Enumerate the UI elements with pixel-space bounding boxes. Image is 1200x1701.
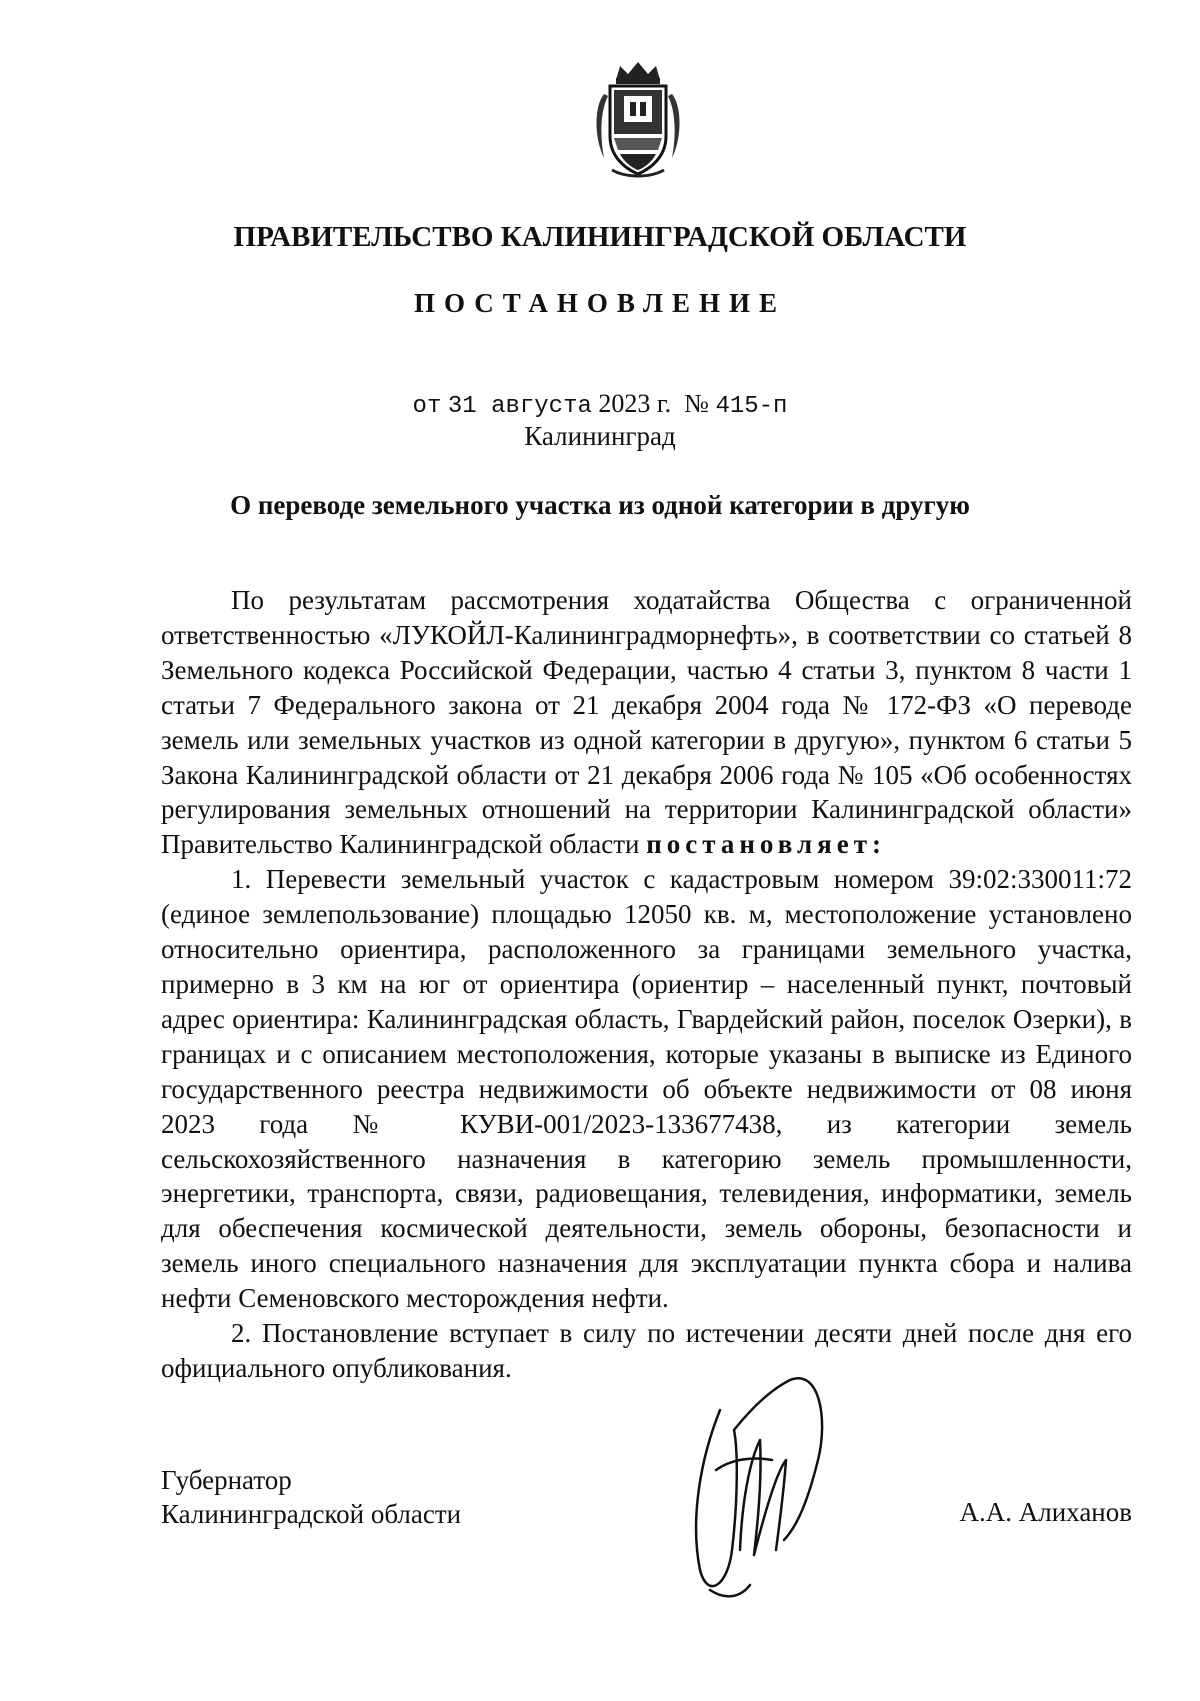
handwritten-signature — [680, 1350, 830, 1620]
item-1-paragraph: 1. Перевести земельный участок с кадастровым номером 39:02:330011:72 (единое землепользование) площадью 12050 кв. м, местоположение установлено относительно ориентира, расположенного за границами земельного участка, примерно в 3 км на юг от ориентира (ориентир – населенный пункт, почтовый адрес ориентира: Калининградская область, Гвардейский район, поселок Озерки), в границах и с описанием местоположения, которые указаны в выписке из Единого государственного реестра недвижимости об объекте недвижимости от 08 июня 2023 года № КУВИ-001/2023-133677438, из категории земель сельскохозяйственного назначения в категорию земель промышленности, энергетики, транспорта, связи, радиовещания, телевидения, информатики, земель для обеспечения космической деятельности, земель обороны, безопасности и земель иного специального назначения для эксплуатации пункта сбора и налива нефти Семеновского месторождения нефти. — [161, 864, 1132, 1314]
intro-paragraph — [161, 583, 1132, 862]
date-number-line — [0, 389, 1200, 420]
date-prefix: от — [412, 393, 442, 420]
position-line-2: Калининградской области — [161, 1499, 462, 1529]
coat-of-arms-icon — [590, 58, 686, 180]
date-day-month: 31 августа — [447, 393, 592, 420]
signatory-position — [161, 1463, 461, 1531]
intro-text: По результатам рассмотрения ходатайства Общества с ограниченной ответственностью «ЛУКОЙЛ-Калининградморнефть», в соответствии со статьей 8 Земельного кодекса Российской Федерации, частью 4 статьи 3, пунктом 8 части 1 статьи 7 Федерального закона от 21 декабря 2004 года № 172-ФЗ «О переводе земель или земельных участков из одной категории в другую», пунктом 6 статьи 5 Закона Калининградской области от 21 декабря 2006 года № 105 «Об особенностях регулирования земельных отношений на территории Калининградской области» Правительство Калининградской области — [161, 585, 1132, 860]
document-type: ПОСТАНОВЛЕНИЕ — [413, 288, 787, 318]
signatory-name: А.А. Алиханов — [959, 1497, 1132, 1527]
date-year: 2023 г. — [598, 389, 672, 418]
item-2-paragraph: 2. Постановление вступает в силу по истечении десяти дней после дня его официального опубликования. — [161, 1318, 1132, 1383]
position-line-1: Губернатор — [161, 1465, 292, 1495]
decree-word: постановляет: — [646, 829, 886, 860]
number-sign: № — [684, 389, 709, 418]
city: Калининград — [524, 421, 676, 451]
document-subject: О переводе земельного участка из одной категории в другую — [230, 490, 970, 520]
document-number: 415-п — [715, 393, 788, 420]
organization-title: ПРАВИТЕЛЬСТВО КАЛИНИНГРАДСКОЙ ОБЛАСТИ — [233, 221, 967, 253]
document-body — [161, 583, 1132, 1386]
